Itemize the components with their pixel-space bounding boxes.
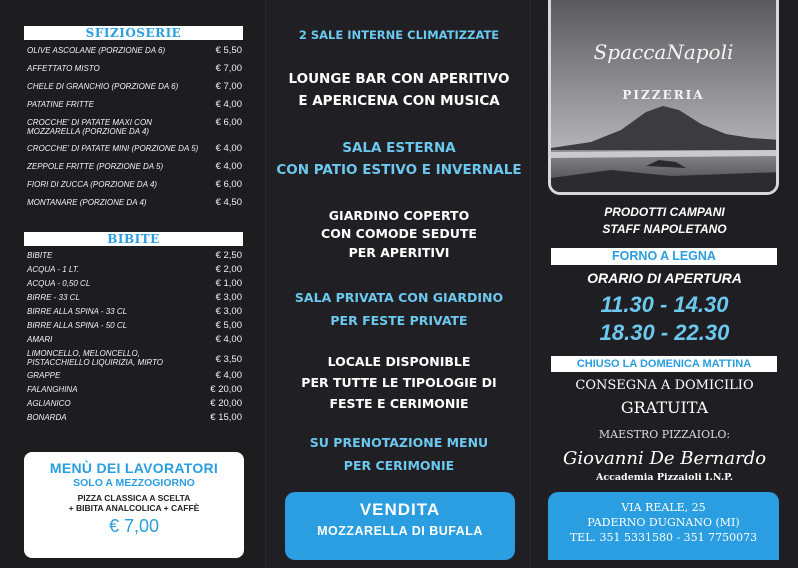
list-item: PATATINE FRITTE € 4,00	[27, 99, 242, 110]
menu-panel	[0, 0, 265, 568]
gratuita-text: GRATUITA	[620, 398, 709, 417]
pizzaiolo-name: Giovanni De Bernardo	[562, 448, 767, 469]
feature-text: SALA PRIVATA CON GIARDINO	[294, 290, 504, 305]
lavoratori-title: MENÙ DEI LAVORATORI	[49, 460, 219, 476]
chiuso-band: CHIUSO LA DOMENICA MATTINA	[551, 356, 777, 372]
list-item: ZEPPOLE FRITTE (PORZIONE DA 5) € 4,00	[27, 161, 242, 172]
list-item: BIRRE ALLA SPINA - 33 CL € 3,00	[27, 306, 242, 317]
consegna-text: CONSEGNA A DOMICILIO	[575, 378, 754, 393]
feature-text: PER FESTE PRIVATE	[330, 313, 468, 328]
feature-text: PER APERITIVI	[348, 245, 450, 260]
bibite-list	[27, 251, 242, 427]
lavoratori-detail: + BIBITA ANALCOLICA + CAFFÈ	[68, 503, 200, 513]
address-city: PADERNO DUGNANO (MI)	[587, 516, 740, 529]
list-item: CROCCHE' DI PATATE MAXI CON MOZZARELLA (PORZIONE DA 4) € 6,00	[27, 117, 242, 136]
orario-title: ORARIO DI APERTURA	[587, 270, 742, 286]
list-item: BONARDA € 15,00	[27, 412, 242, 423]
address-phone[interactable]: TEL. 351 5331580 - 351 7750073	[569, 531, 758, 544]
sfizioserie-list	[27, 46, 242, 216]
prodotti-text: PRODOTTI CAMPANI	[604, 205, 725, 219]
lavoratori-box	[24, 452, 244, 558]
list-item: BIRRE ALLA SPINA - 50 CL € 5,00	[27, 320, 242, 331]
list-item: BIBITE € 2,50	[27, 250, 242, 261]
naples-bay-photo	[548, 0, 779, 195]
list-item: ACQUA - 1 LT. € 2,00	[27, 264, 242, 275]
lavoratori-subtitle: SOLO A MEZZOGIORNO	[73, 477, 195, 489]
feature-text: SU PRENOTAZIONE MENU	[309, 435, 489, 450]
vendita-title: VENDITA	[359, 500, 441, 519]
accademia-text: Accademia Pizzaioli I.N.P.	[595, 472, 734, 483]
list-item: ACQUA - 0,50 CL € 1,00	[27, 278, 242, 289]
list-item: LIMONCELLO, MELONCELLO, PISTACCHIELLO LIQUIRIZIA, MIRTO € 3,50	[27, 349, 242, 367]
list-item: CHELE DI GRANCHIO (PORZIONE DA 6) € 7,00	[27, 81, 242, 92]
vendita-box	[285, 492, 515, 560]
feature-text: FESTE E CERIMONIE	[329, 396, 469, 411]
list-item: GRAPPE € 4,00	[27, 370, 242, 381]
list-item: FIORI DI ZUCCA (PORZIONE DA 4) € 6,00	[27, 179, 242, 190]
vendita-subtitle: MOZZARELLA DI BUFALA	[317, 524, 483, 538]
feature-text: CON PATIO ESTIVO E INVERNALE	[276, 162, 522, 178]
list-item: CROCCHE' DI PATATE MINI (PORZIONE DA 5) € 4,00	[27, 143, 242, 154]
list-item: AFFETTATO MISTO € 7,00	[27, 63, 242, 74]
bibite-heading: BIBITE	[24, 232, 243, 246]
feature-text: 2 SALE INTERNE CLIMATIZZATE	[298, 28, 500, 42]
list-item: AGLIANICO € 20,00	[27, 398, 242, 409]
feature-text: PER TUTTE LE TIPOLOGIE DI	[301, 375, 497, 390]
orario-dinner: 18.30 - 22.30	[599, 320, 730, 345]
address-box	[548, 492, 779, 560]
forno-band: FORNO A LEGNA	[551, 248, 777, 265]
list-item: OLIVE ASCOLANE (PORZIONE DA 6) € 5,50	[27, 45, 242, 56]
list-item: MONTANARE (PORZIONE DA 4) € 4,50	[27, 197, 242, 208]
features-panel	[265, 0, 531, 568]
feature-text: PER CERIMONIE	[343, 458, 455, 473]
list-item: BIRRE - 33 CL € 3,00	[27, 292, 242, 303]
feature-text: LOUNGE BAR CON APERITIVO	[288, 71, 510, 87]
list-item: FALANGHINA € 20,00	[27, 384, 242, 395]
feature-text: CON COMODE SEDUTE	[321, 226, 477, 241]
maestro-label: MAESTRO PIZZAIOLO:	[598, 428, 731, 441]
lavoratori-price: € 7,00	[108, 516, 160, 536]
address-street: VIA REALE, 25	[621, 501, 706, 514]
brand-logo: SpaccaNapoli	[593, 40, 734, 64]
feature-text: GIARDINO COPERTO	[328, 208, 470, 223]
feature-text: E APERICENA CON MUSICA	[298, 93, 500, 109]
info-panel	[531, 0, 798, 568]
pizzeria-label: PIZZERIA	[622, 88, 705, 102]
sfizioserie-heading: SFIZIOSERIE	[24, 26, 243, 40]
list-item: AMARI € 4,00	[27, 334, 242, 345]
feature-text: LOCALE DISPONIBLE	[327, 354, 471, 369]
orario-lunch: 11.30 - 14.30	[600, 292, 729, 317]
staff-text: STAFF NAPOLETANO	[602, 222, 727, 236]
feature-text: SALA ESTERNA	[342, 140, 456, 156]
lavoratori-detail: PIZZA CLASSICA A SCELTA	[77, 493, 191, 503]
